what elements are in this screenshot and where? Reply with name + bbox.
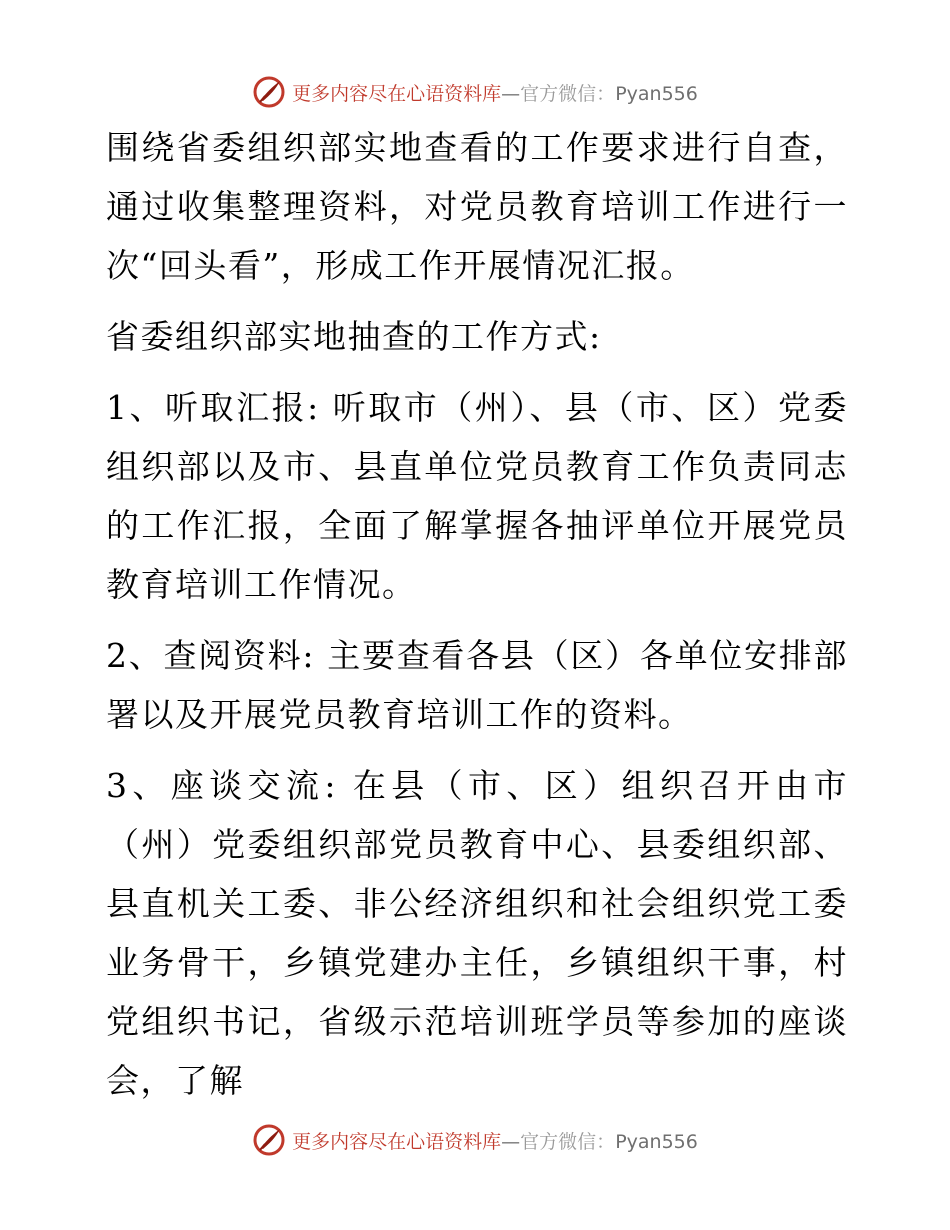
document-body — [98, 118, 848, 1122]
watermark-wechat-id: Pyan556 — [615, 1130, 698, 1153]
watermark-contact-label: 官方微信： — [520, 82, 616, 105]
paragraph-item-3: 3、座谈交流: 在县（市、区）组织召开由市（州）党委组织部党员教育中心、县委组织部、县直机关工委、非公经济组织和社会组织党工委业务骨干，乡镇党建办主任，乡镇组织干事，村党组织书记，省级示范培训班学员等参加的座谈会，了解 — [106, 766, 848, 1100]
watermark-dash: — — [501, 1130, 521, 1153]
paragraph-method-heading: 省委组织部实地抽查的工作方式: — [106, 317, 602, 356]
paragraph-item-2: 2、查阅资料: 主要查看各县（区）各单位安排部署以及开展党员教育培训工作的资料。 — [106, 636, 848, 734]
watermark-dash: — — [501, 82, 521, 105]
watermark-text — [292, 1127, 698, 1154]
paragraph-self-inspection: 围绕省委组织部实地查看的工作要求进行自查，通过收集整理资料，对党员教育培训工作进行一次“回头看”，形成工作开展情况汇报。 — [106, 128, 848, 285]
watermark-brand: 更多内容尽在心语资料库 — [292, 82, 502, 105]
watermark-brand: 更多内容尽在心语资料库 — [292, 1130, 502, 1153]
feather-pen-logo-icon — [252, 1123, 286, 1157]
feather-pen-logo-icon — [252, 75, 286, 109]
watermark-text — [292, 79, 698, 106]
watermark-header — [0, 72, 950, 112]
watermark-wechat-id: Pyan556 — [615, 82, 698, 105]
watermark-footer — [0, 1120, 950, 1160]
paragraph-item-1: 1、听取汇报: 听取市（州）、县（市、区）党委组织部以及市、县直单位党员教育工作负责同志的工作汇报，全面了解掌握各抽评单位开展党员教育培训工作情况。 — [106, 388, 848, 604]
watermark-contact-label: 官方微信： — [520, 1130, 616, 1153]
